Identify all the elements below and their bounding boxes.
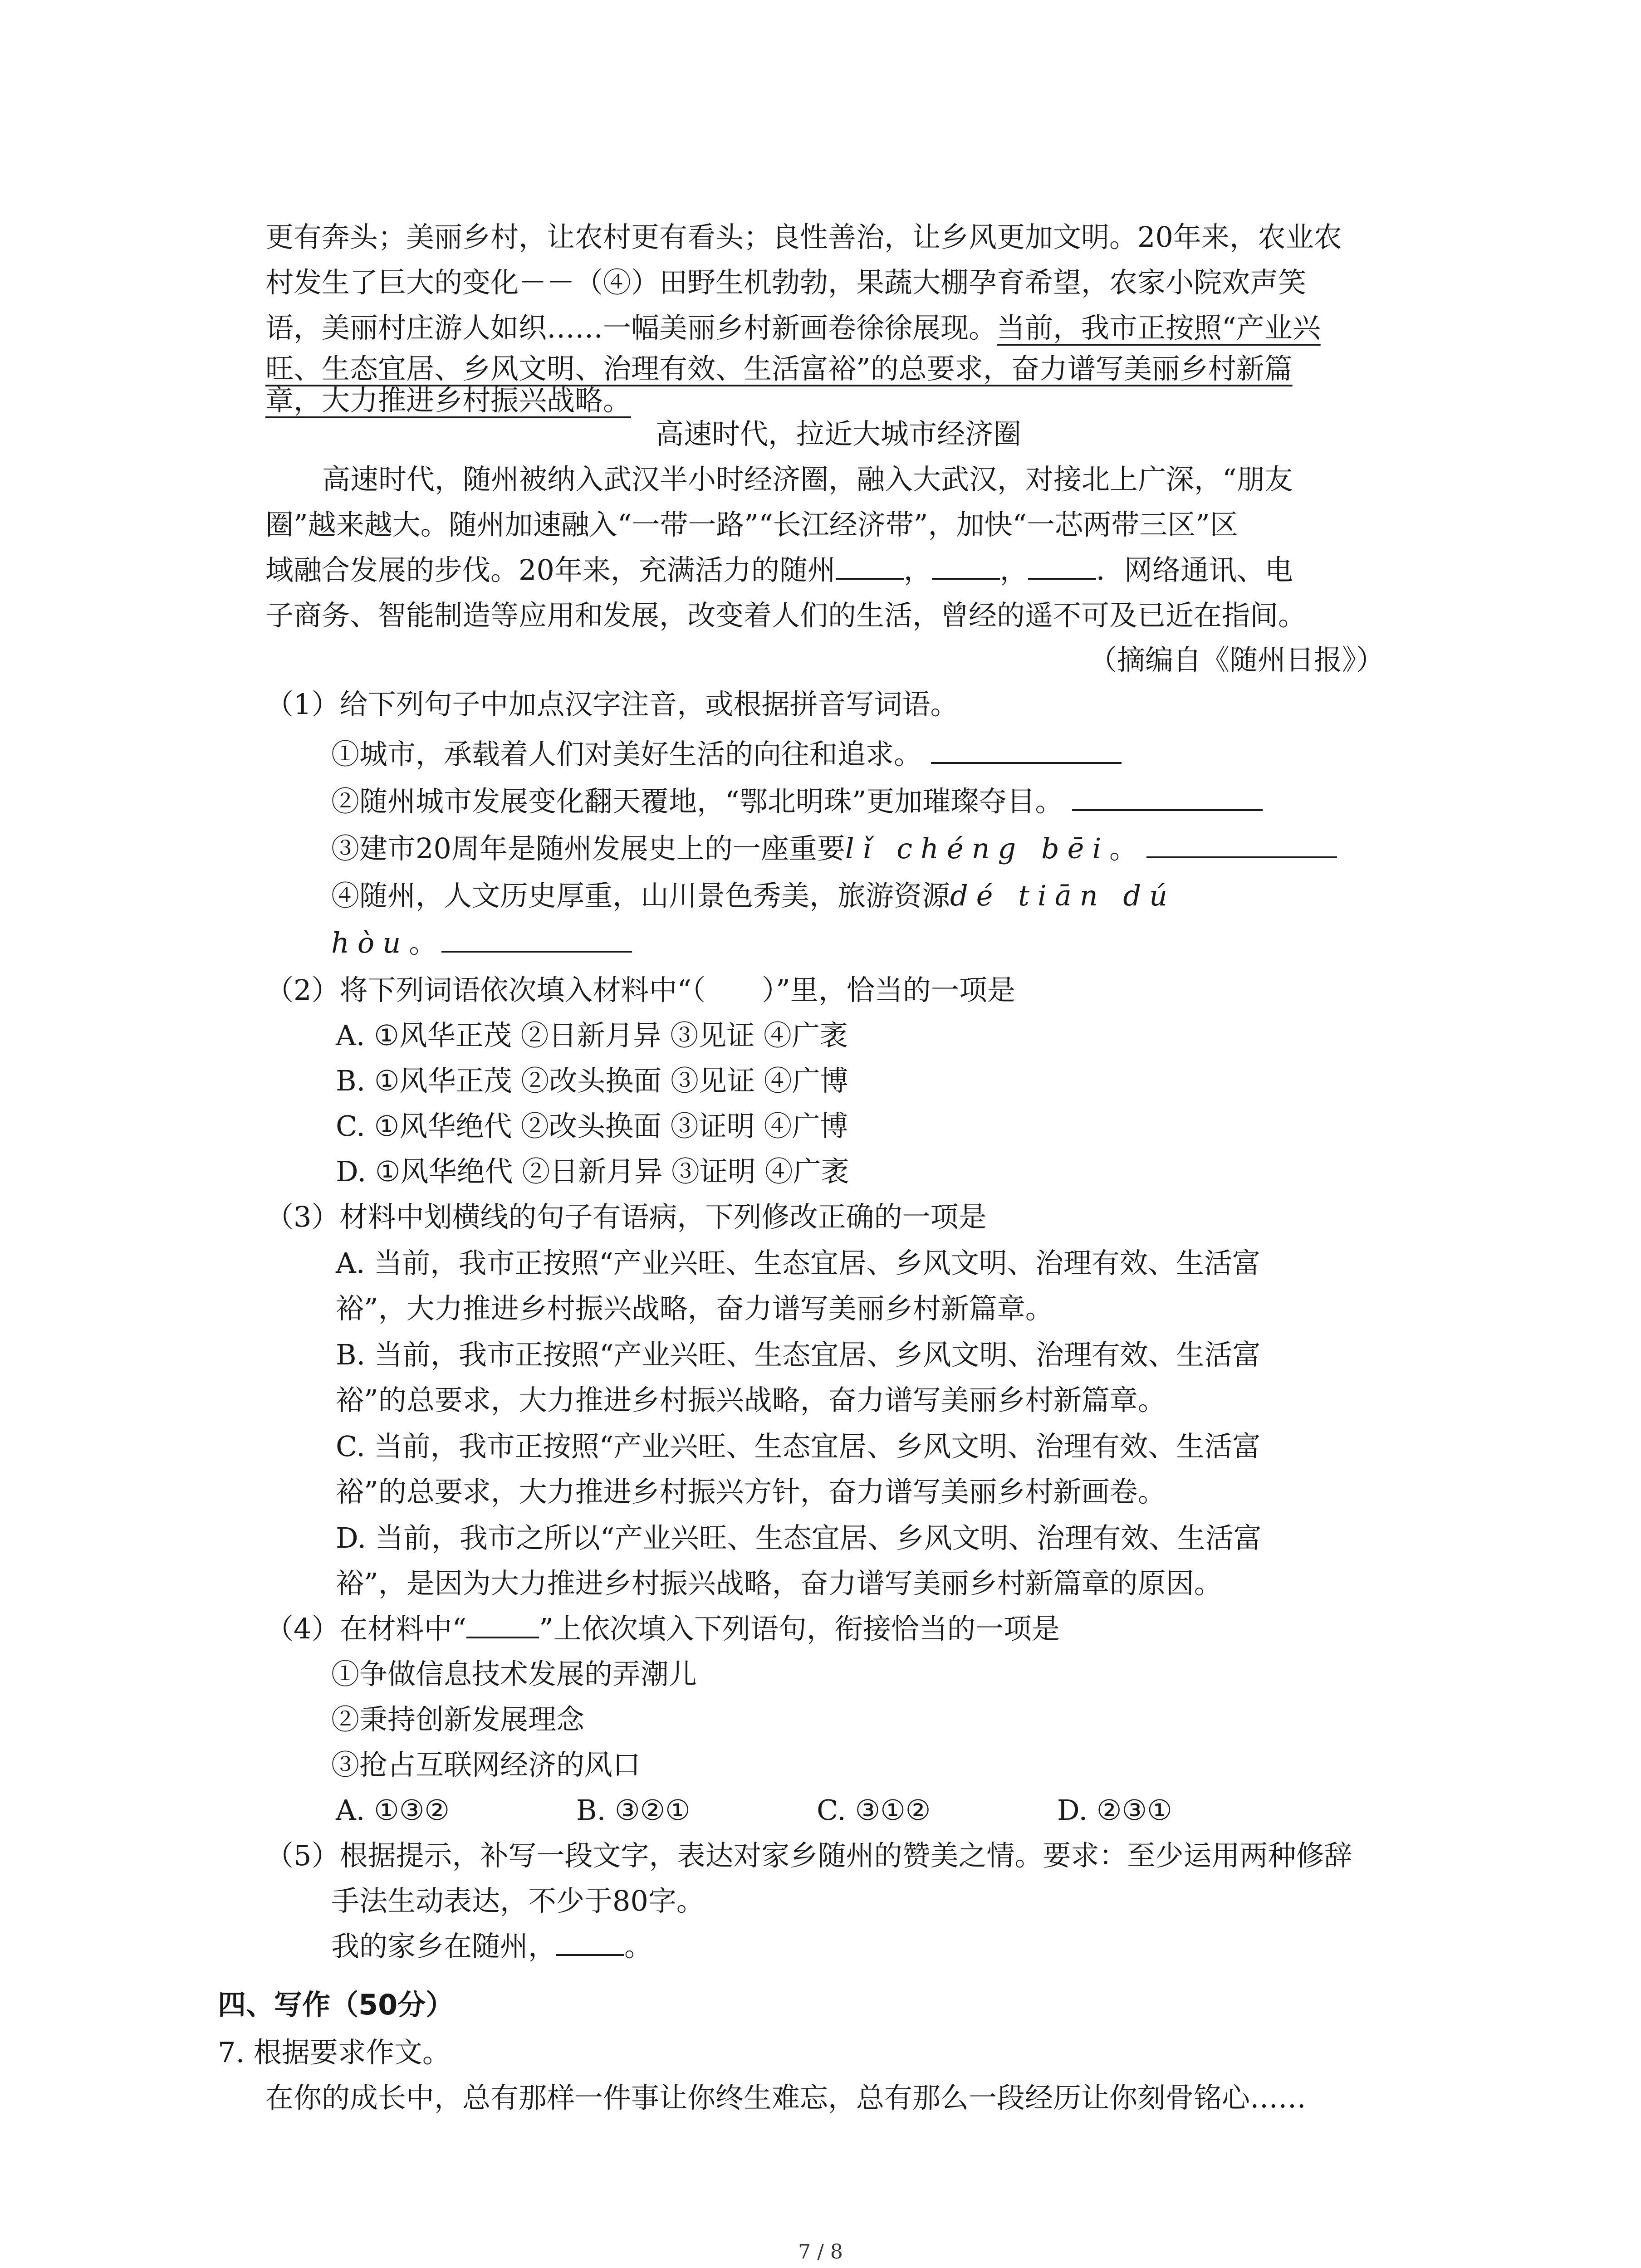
stem-text: ”上依次填入下列语句，衔接恰当的一项是	[539, 1612, 1060, 1645]
passage-text: ．网络通讯、电	[1096, 553, 1293, 587]
item-text: 。	[1109, 832, 1138, 865]
option-b[interactable]: B. ①风华正茂 ②改头换面 ③见证 ④广博	[336, 1064, 848, 1097]
question-5-stem: （5）根据提示，补写一段文字，表达对家乡随州的赞美之情。要求：至少运用两种修辞	[265, 1839, 1352, 1872]
passage-line: 高速时代，随州被纳入武汉半小时经济圈，融入大武汉，对接北上广深，“朋友	[322, 463, 1293, 496]
item-text: ④随州，人文历史厚重，山川景色秀美，旅游资源	[331, 879, 950, 912]
passage-text: 语，美丽村庄游人如织……一幅美丽乡村新画卷徐徐展现。	[265, 311, 997, 344]
option-b-continued[interactable]: 裕”的总要求，大力推进乡村振兴战略，奋力谱写美丽乡村新篇章。	[336, 1383, 1166, 1417]
question-4-stem	[265, 1608, 1060, 1649]
answer-blank[interactable]	[556, 1927, 624, 1956]
question-5-stem-continued: 手法生动表达，不少于80字。	[331, 1884, 705, 1917]
period: 。	[624, 1930, 653, 1963]
section-title: 四、写作（50分）	[218, 1988, 454, 2021]
option-c[interactable]: C. 当前，我市正按照“产业兴旺、生态宜居、乡风文明、治理有效、生活富	[336, 1430, 1261, 1463]
pinyin: lǐ chéng bēi	[845, 832, 1110, 865]
fill-blank[interactable]	[1028, 551, 1096, 580]
comma: ，	[903, 553, 932, 587]
lead-text: 我的家乡在随州，	[331, 1930, 557, 1963]
fill-blank[interactable]	[836, 551, 904, 580]
passage-line	[265, 308, 1321, 348]
writing-prompt: 在你的成长中，总有那样一件事让你终生难忘，总有那么一段经历让你刻骨铭心……	[265, 2081, 1307, 2114]
question-1-item	[331, 828, 1337, 869]
passage-text: 域融合发展的步伐。20年来，充满活力的随州	[265, 553, 836, 587]
item-text: ③建市20周年是随州发展史上的一座重要	[331, 832, 845, 865]
pinyin: dé tiān dú	[950, 879, 1176, 912]
passage-line: 子商务、智能制造等应用和发展，改变着人们的生活，曾经的遥不可及已近在指间。	[265, 599, 1307, 632]
passage-line: 圈”越来越大。随州加速融入“一带一路”“长江经济带”，加快“一芯两带三区”区	[265, 508, 1238, 541]
underlined-sentence: 章，大力推进乡村振兴战略。	[265, 384, 632, 417]
option-a[interactable]: A. 当前，我市正按照“产业兴旺、生态宜居、乡风文明、治理有效、生活富	[336, 1246, 1260, 1280]
answer-blank[interactable]	[1072, 782, 1263, 811]
quoted-blank	[466, 1609, 539, 1638]
answer-blank[interactable]	[441, 924, 632, 953]
option-b[interactable]: B. ③②①	[576, 1794, 691, 1827]
sentence-1: ①争做信息技术发展的弄潮儿	[331, 1657, 697, 1691]
answer-blank[interactable]	[1146, 829, 1337, 858]
option-d[interactable]: D. ②③①	[1057, 1794, 1172, 1827]
comma: ，	[999, 553, 1028, 587]
question-1-item	[331, 781, 1263, 822]
passage-line: 更有奔头；美丽乡村，让农村更有看头；良性善治，让乡风更加文明。20年来，农业农	[265, 220, 1342, 254]
option-d[interactable]: D. 当前，我市之所以“产业兴旺、生态宜居、乡风文明、治理有效、生活富	[336, 1521, 1262, 1554]
option-a[interactable]: A. ①风华正茂 ②日新月异 ③见证 ④广袤	[336, 1019, 848, 1052]
item-text: 。	[409, 926, 437, 959]
question-3-stem: （3）材料中划横线的句子有语病，下列修改正确的一项是	[265, 1200, 987, 1233]
question-1-item	[331, 734, 1122, 775]
sentence-3: ③抢占互联网经济的风口	[331, 1748, 641, 1781]
option-a-continued[interactable]: 裕”，大力推进乡村振兴战略，奋力谱写美丽乡村新篇章。	[336, 1292, 1053, 1325]
question-1-stem: （1）给下列句子中加点汉字注音，或根据拼音写词语。	[265, 688, 959, 721]
pinyin: hòu	[331, 926, 409, 959]
source-citation: （摘编自《随州日报》）	[1089, 643, 1385, 676]
answer-blank[interactable]	[931, 735, 1122, 764]
question-1-item	[331, 875, 1176, 916]
question-7-stem: 7. 根据要求作文。	[218, 2036, 451, 2069]
question-2-stem: （2）将下列词语依次填入材料中“（ ）”里，恰当的一项是	[265, 973, 1015, 1007]
option-a[interactable]: A. ①③②	[336, 1794, 450, 1827]
stem-text: （4）在材料中“	[265, 1612, 467, 1645]
section-heading: 高速时代，拉近大城市经济圈	[656, 417, 1022, 450]
item-text: ①城市，承载着人们对美好生活的向往和追求。	[331, 738, 922, 771]
option-c[interactable]: C. ③①②	[817, 1794, 931, 1827]
option-b[interactable]: B. 当前，我市正按照“产业兴旺、生态宜居、乡风文明、治理有效、生活富	[336, 1338, 1261, 1371]
question-5-lead	[331, 1926, 652, 1967]
passage-line: 村发生了巨大的变化－－（④）田野生机勃勃，果蔬大棚孕育希望，农家小院欢声笑	[265, 266, 1307, 299]
option-d[interactable]: D. ①风华绝代 ②日新月异 ③证明 ④广袤	[336, 1155, 849, 1188]
question-1-item-continued	[331, 923, 632, 963]
item-text: ②随州城市发展变化翻天覆地，“鄂北明珠”更加璀璨夺目。	[331, 785, 1063, 818]
option-c[interactable]: C. ①风华绝代 ②改头换面 ③证明 ④广博	[336, 1110, 848, 1143]
underlined-sentence: 旺、生态宜居、乡风文明、治理有效、生活富裕”的总要求，奋力谱写美丽乡村新篇	[265, 352, 1293, 385]
passage-line	[265, 550, 1293, 591]
option-d-continued[interactable]: 裕”，是因为大力推进乡村振兴战略，奋力谱写美丽乡村新篇章的原因。	[336, 1567, 1222, 1600]
page-number: 7 / 8	[798, 2240, 843, 2263]
fill-blank[interactable]	[932, 551, 1000, 580]
option-c-continued[interactable]: 裕”的总要求，大力推进乡村振兴方针，奋力谱写美丽乡村新画卷。	[336, 1475, 1166, 1508]
sentence-2: ②秉持创新发展理念	[331, 1703, 585, 1736]
underlined-sentence: 当前，我市正按照“产业兴	[997, 311, 1321, 344]
